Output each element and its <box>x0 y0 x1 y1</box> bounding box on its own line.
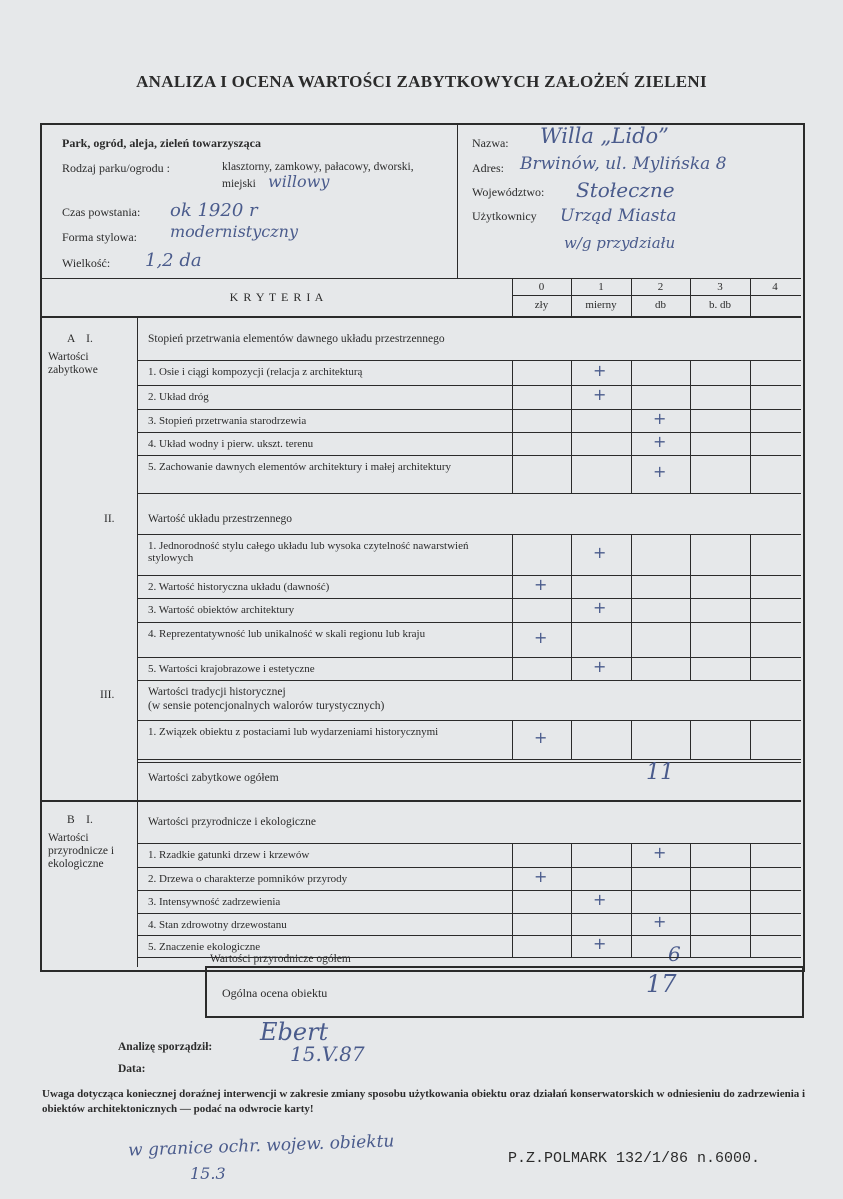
cell-line <box>750 935 751 957</box>
cell-line <box>512 843 513 867</box>
row-top-line <box>137 843 801 844</box>
criterion-label: 3. Wartość obiektów architektury <box>148 604 295 616</box>
cell-line <box>690 432 691 455</box>
score-name: db <box>655 299 666 311</box>
cell-line <box>750 843 751 867</box>
criterion-label: 5. Zachowanie dawnych elementów architektury i małej architektury <box>148 461 451 473</box>
section-a3-label: III. <box>100 689 115 701</box>
overall-value: 17 <box>646 970 677 998</box>
cell-line <box>571 385 572 409</box>
criterion-label: 2. Drzewa o charakterze pomników przyrody <box>148 873 348 885</box>
handwritten-note: w granice ochr. wojew. obiektu <box>127 1131 395 1161</box>
score-mark: + <box>593 360 607 380</box>
score-name: b. db <box>709 299 731 311</box>
cell-line <box>571 843 572 867</box>
cell-line <box>571 455 572 493</box>
cell-line <box>750 455 751 493</box>
cell-line <box>750 657 751 680</box>
row-bottom-line <box>137 759 801 760</box>
data-value: 15.V.87 <box>290 1042 365 1066</box>
cell-line <box>512 409 513 432</box>
score-mark: + <box>534 627 548 647</box>
header-divider <box>457 125 458 278</box>
section-a3-title: Wartości tradycji historycznej <box>148 686 286 698</box>
row-top-line <box>137 534 801 535</box>
cell-line <box>690 913 691 935</box>
cell-line <box>690 385 691 409</box>
cell-line <box>690 890 691 913</box>
row-top-line <box>137 913 801 914</box>
section-a-label: A I. <box>67 333 93 345</box>
cell-line <box>571 360 572 385</box>
cell-line <box>571 432 572 455</box>
cell-line <box>750 360 751 385</box>
cell-line <box>631 534 632 575</box>
cell-line <box>631 913 632 935</box>
nazwa-value: Willa „Lido” <box>540 124 669 148</box>
cell-line <box>631 575 632 598</box>
a-total-top <box>137 762 801 763</box>
cell-line <box>512 720 513 759</box>
cell-line <box>571 534 572 575</box>
criterion-label: 1. Związek obiektu z postaciami lub wydarzeniami historycznymi <box>148 726 439 738</box>
row-top-line <box>137 867 801 868</box>
criteria-header: K R Y T E R I A <box>229 290 325 304</box>
score-number: 1 <box>598 281 604 293</box>
printer-code: P.Z.POLMARK 132/1/86 n.6000. <box>508 1150 761 1167</box>
row-top-line <box>137 575 801 576</box>
score-mark: + <box>593 542 607 562</box>
cell-line <box>690 575 691 598</box>
row-top-line <box>137 598 801 599</box>
score-mark: + <box>653 408 667 428</box>
czas-label: Czas powstania: <box>62 205 141 219</box>
cell-line <box>750 867 751 890</box>
group-column-line <box>137 316 138 967</box>
cell-line <box>512 657 513 680</box>
cell-line <box>512 360 513 385</box>
score-header-line <box>512 295 801 296</box>
a-total-label: Wartości zabytkowe ogółem <box>148 772 279 784</box>
cell-line <box>750 534 751 575</box>
cell-line <box>571 913 572 935</box>
czas-value: ok 1920 r <box>170 200 258 221</box>
uwaga-note: Uwaga dotycząca koniecznej doraźnej interwencji w zakresie zmiany sposobu użytkowania obiektu oraz działań konserwatorskich w odniesieniu do zadrzewienia i obiektów architektonicznych — podać na odwrocie karty! <box>42 1088 806 1115</box>
criterion-label: 4. Układ wodny i pierw. ukszt. terenu <box>148 438 314 450</box>
row-top-line <box>137 720 801 721</box>
cell-line <box>690 867 691 890</box>
cell-line <box>512 890 513 913</box>
rodzaj-value: willowy <box>268 172 330 191</box>
handwritten-note-2: 15.3 <box>190 1164 226 1183</box>
score-name: zły <box>534 299 549 311</box>
criterion-label: 3. Stopień przetrwania starodrzewia <box>148 415 307 427</box>
criterion-label: 3. Intensywność zadrzewienia <box>148 896 281 908</box>
score-mark: + <box>593 598 607 617</box>
cell-line <box>631 385 632 409</box>
cell-line <box>512 385 513 409</box>
section-a2-label: II. <box>104 513 115 525</box>
cell-line <box>512 913 513 935</box>
row-top-line <box>137 935 801 936</box>
cell-line <box>512 935 513 957</box>
uzytkownicy-value-2: w/g przydziału <box>564 234 676 252</box>
wojewodztwo-label: Województwo: <box>472 185 545 199</box>
score-mark: + <box>593 889 607 909</box>
cell-line <box>571 657 572 680</box>
cell-line <box>631 598 632 622</box>
cell-line <box>690 534 691 575</box>
score-number: 0 <box>538 281 545 293</box>
section-b1-title: Wartości przyrodnicze i ekologiczne <box>148 816 316 828</box>
row-top-line <box>137 385 801 386</box>
cell-line <box>690 598 691 622</box>
cell-line <box>690 622 691 657</box>
score-mark: + <box>534 574 548 594</box>
cell-line <box>631 843 632 867</box>
cell-line <box>571 598 572 622</box>
section-a-group: Wartości zabytkowe <box>48 351 98 376</box>
score-mark: + <box>534 727 548 747</box>
criterion-label: 5. Znaczenie ekologiczne <box>148 941 261 953</box>
a-total-value: 11 <box>646 760 674 785</box>
criterion-label: 2. Układ dróg <box>148 391 209 403</box>
criterion-label: 4. Reprezentatywność lub unikalność w skali regionu lub kraju <box>148 628 426 640</box>
row-top-line <box>137 622 801 623</box>
score-mark: + <box>593 656 607 676</box>
section-a3-top <box>137 680 801 681</box>
section-b-label: B I. <box>67 814 93 826</box>
cell-line <box>512 622 513 657</box>
cell-line <box>690 935 691 957</box>
cell-line <box>690 409 691 432</box>
cell-line <box>690 360 691 385</box>
cell-line <box>571 575 572 598</box>
cell-line <box>631 360 632 385</box>
uzytkownicy-label: Użytkownicy <box>472 209 537 223</box>
wielkosc-label: Wielkość: <box>62 256 111 270</box>
rodzaj-label: Rodzaj parku/ogrodu : <box>62 161 170 175</box>
cell-line <box>631 432 632 455</box>
section-a2-title: Wartość układu przestrzennego <box>148 513 293 525</box>
criterion-label: 1. Rzadkie gatunki drzew i krzewów <box>148 849 310 861</box>
cell-line <box>750 622 751 657</box>
score-mark: + <box>653 462 667 481</box>
cell-line <box>571 409 572 432</box>
section-b-top <box>42 800 801 802</box>
cell-line <box>571 720 572 759</box>
cell-line <box>512 455 513 493</box>
uzytkownicy-value: Urząd Miasta <box>560 206 677 226</box>
score-mark: + <box>653 431 667 451</box>
data-label: Data: <box>118 1063 146 1075</box>
rodzaj-options: klasztorny, zamkowy, pałacowy, dworski, <box>222 161 414 173</box>
cell-line <box>571 935 572 957</box>
adres-label: Adres: <box>472 161 504 175</box>
cell-line <box>631 657 632 680</box>
cell-line <box>690 657 691 680</box>
criterion-label: 1. Jednorodność stylu całego układu lub wysoka czytelność nawarstwień stylowych <box>148 540 469 564</box>
forma-label: Forma stylowa: <box>62 230 137 244</box>
cell-line <box>750 409 751 432</box>
cell-line <box>631 867 632 890</box>
cell-line <box>631 720 632 759</box>
criterion-label: 4. Stan zdrowotny drzewostanu <box>148 919 287 931</box>
row-top-line <box>137 455 801 456</box>
criteria-header-bottom <box>42 316 801 318</box>
cell-line <box>631 622 632 657</box>
score-number: 2 <box>657 281 664 293</box>
score-mark: + <box>593 934 607 953</box>
criteria-top-line <box>42 278 801 279</box>
cell-line <box>750 432 751 455</box>
score-number: 4 <box>772 281 778 293</box>
cell-line <box>512 575 513 598</box>
section-b-group: Wartości przyrodnicze i ekologiczne <box>48 832 115 870</box>
score-mark: + <box>653 843 667 862</box>
cell-line <box>512 534 513 575</box>
row-top-line <box>137 890 801 891</box>
score-mark: + <box>534 866 548 886</box>
b-total-label: Wartości przyrodnicze ogółem <box>210 953 351 965</box>
cell-line <box>631 890 632 913</box>
cell-line <box>631 935 632 957</box>
cell-line <box>690 720 691 759</box>
sporzadzil-signature: Ebert <box>260 1018 329 1046</box>
score-name: mierny <box>585 299 617 311</box>
park-label: Park, ogród, aleja, zieleń towarzysząca <box>62 136 261 150</box>
criterion-label: 2. Wartość historyczna układu (dawność) <box>148 581 330 593</box>
rodzaj-options-2: miejski <box>222 178 256 190</box>
cell-line <box>750 598 751 622</box>
adres-value: Brwinów, ul. Mylińska 8 <box>520 154 727 174</box>
overall-label: Ogólna ocena obiektu <box>222 986 328 1000</box>
b-total-value: 6 <box>668 942 681 966</box>
cell-line <box>512 432 513 455</box>
cell-line <box>750 385 751 409</box>
section-a1-title: Stopień przetrwania elementów dawnego układu przestrzennego <box>148 333 445 345</box>
section-a3-subtitle: (w sensie potencjonalnych walorów turystycznych) <box>148 700 385 712</box>
cell-line <box>750 890 751 913</box>
criterion-label: 5. Wartości krajobrazowe i estetyczne <box>148 663 315 675</box>
forma-value: modernistyczny <box>170 222 298 241</box>
row-top-line <box>137 657 801 658</box>
row-top-line <box>137 360 801 361</box>
cell-line <box>750 913 751 935</box>
cell-line <box>750 720 751 759</box>
cell-line <box>750 575 751 598</box>
sporzadzil-label: Analizę sporządził: <box>118 1041 213 1053</box>
form-title: ANALIZA I OCENA WARTOŚCI ZABYTKOWYCH ZAŁOŻEŃ ZIELENI <box>136 72 707 91</box>
score-number: 3 <box>717 281 723 293</box>
cell-line <box>571 867 572 890</box>
cell-line <box>690 455 691 493</box>
wojewodztwo-value: Stołeczne <box>576 178 675 202</box>
score-mark: + <box>653 912 667 931</box>
cell-line <box>631 409 632 432</box>
cell-line <box>690 843 691 867</box>
nazwa-label: Nazwa: <box>472 136 509 150</box>
cell-line <box>512 867 513 890</box>
criterion-label: 1. Osie i ciągi kompozycji (relacja z architekturą <box>148 366 363 378</box>
cell-line <box>571 622 572 657</box>
cell-line <box>512 598 513 622</box>
cell-line <box>571 890 572 913</box>
row-top-line <box>137 432 801 433</box>
cell-line <box>631 455 632 493</box>
score-mark: + <box>593 385 607 404</box>
row-top-line <box>137 409 801 410</box>
b-total-top <box>137 957 801 958</box>
section-a2-top <box>137 493 801 494</box>
wielkosc-value: 1,2 da <box>145 250 202 271</box>
